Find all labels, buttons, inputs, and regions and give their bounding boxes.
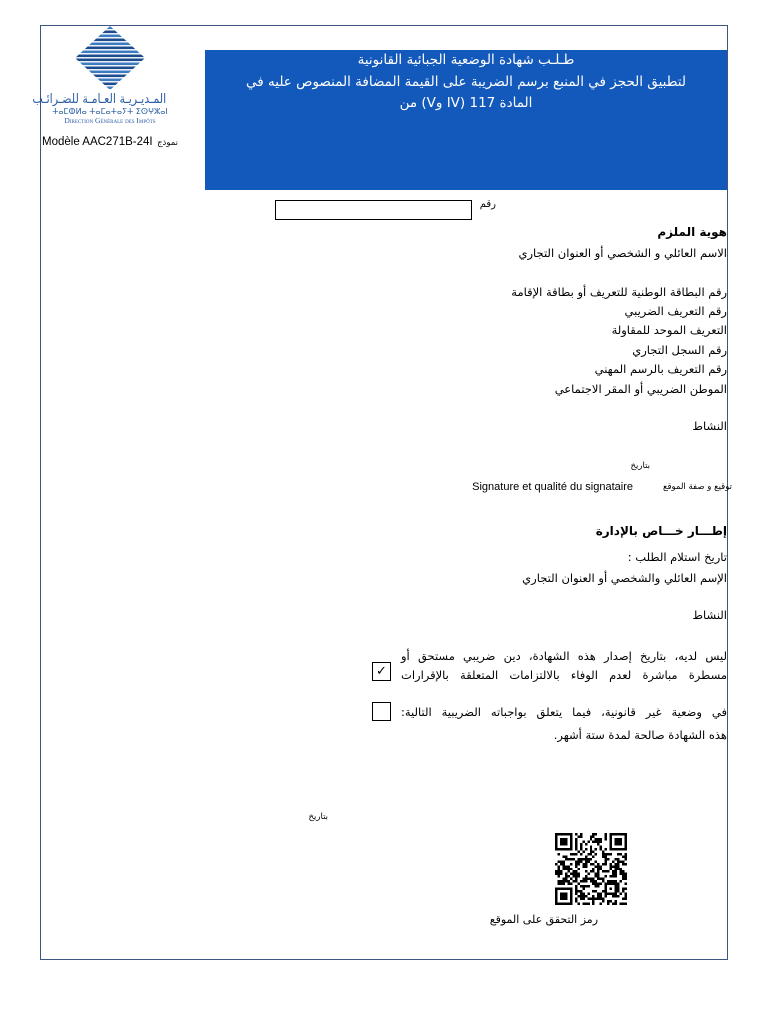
professional-tax-id-label: رقم التعريف بالرسم المهني <box>594 362 727 376</box>
logo-name-arabic: المـديـريـة العـامـة للضـرائـب <box>32 92 167 107</box>
signature-label-french: Signature et qualité du signataire <box>472 481 633 493</box>
request-number-field[interactable] <box>275 200 472 220</box>
trade-register-label: رقم السجل التجاري <box>632 343 727 357</box>
title-line-2 <box>205 72 727 94</box>
title-line-3 <box>205 93 727 115</box>
form-model-label <box>42 133 178 151</box>
administration-section-heading: إطـــار خـــاص بالإدارة <box>595 524 727 538</box>
receipt-date-label: تاريخ استلام الطلب : <box>627 550 727 564</box>
tax-domicile-label: الموطن الضريبي أو المقر الاجتماعي <box>554 382 727 396</box>
statement-no-debt-line-2: مسطرة مباشرة لعدم الوفاء بالالتزامات المتعلقة بالإقرارات <box>401 668 727 682</box>
title-line-1 <box>205 50 727 72</box>
dgi-logo-icon <box>75 26 145 90</box>
title-line-2-text: لتطبيق الحجز في المنبع برسم الضريبة على القيمة المضافة المنصوص عليه في <box>246 73 686 90</box>
title-line-1-text: طـلـب شهادة الوضعية الجبائية القانونية <box>357 52 575 68</box>
qr-code <box>555 833 627 905</box>
form-model-label-arabic: نموذج <box>157 138 179 148</box>
admin-activity-label: النشاط <box>692 608 727 622</box>
national-id-label: رقم البطاقة الوطنية للتعريف أو بطاقة الإقامة <box>511 285 727 299</box>
form-model-code: Modèle AAC271B-24I <box>42 136 153 148</box>
logo-name-tifinagh: ⵜⴰⵎⵀⵍⴰ ⵜⴰⵎⴰⵜⴰⵢⵜ ⵉⵙⵖⵣⴰⵏ <box>52 107 168 116</box>
signature-label-arabic: توقيع و صفة الموقع <box>662 482 732 492</box>
taxpayer-name-label: الاسم العائلي و الشخصي أو العنوان التجاري <box>518 246 727 260</box>
statement-no-debt-line-1: ليس لديه، بتاريخ إصدار هذه الشهادة، دين ضريبي مستحق أو <box>401 649 727 663</box>
validity-note: هذه الشهادة صالحة لمدة ستة أشهر. <box>553 728 727 742</box>
verification-caption: رمز التحقق على الموقع <box>489 913 598 926</box>
logo-name-french-row <box>42 116 178 126</box>
admin-date-label: بتاريخ <box>308 812 328 822</box>
check-icon: ✓ <box>376 664 387 679</box>
tax-id-label: رقم التعريف الضريبي <box>624 304 727 318</box>
title-line-3-text: المادة 117 (IV وV) من <box>399 95 533 111</box>
taxpayer-activity-label: النشاط <box>692 419 727 433</box>
ice-label: التعريف الموحد للمقاولة <box>611 323 727 337</box>
request-number-label: رقم <box>479 199 496 210</box>
irregular-situation-checkbox[interactable] <box>372 702 391 721</box>
qr-modules <box>555 833 627 905</box>
taxpayer-date-label: بتاريخ <box>630 461 650 471</box>
statement-irregular-line-1: في وضعية غير قانونية، فيما يتعلق بواجباته الضريبية التالية: <box>401 705 727 719</box>
title-band <box>205 50 727 190</box>
logo-name-french: Direction Générale des Impôts <box>64 116 156 125</box>
taxpayer-section-heading: هوية الملزم <box>657 225 727 239</box>
no-tax-debt-checkbox[interactable] <box>372 662 391 681</box>
admin-taxpayer-name-label: الإسم العائلي والشخصي أو العنوان التجاري <box>522 571 727 585</box>
